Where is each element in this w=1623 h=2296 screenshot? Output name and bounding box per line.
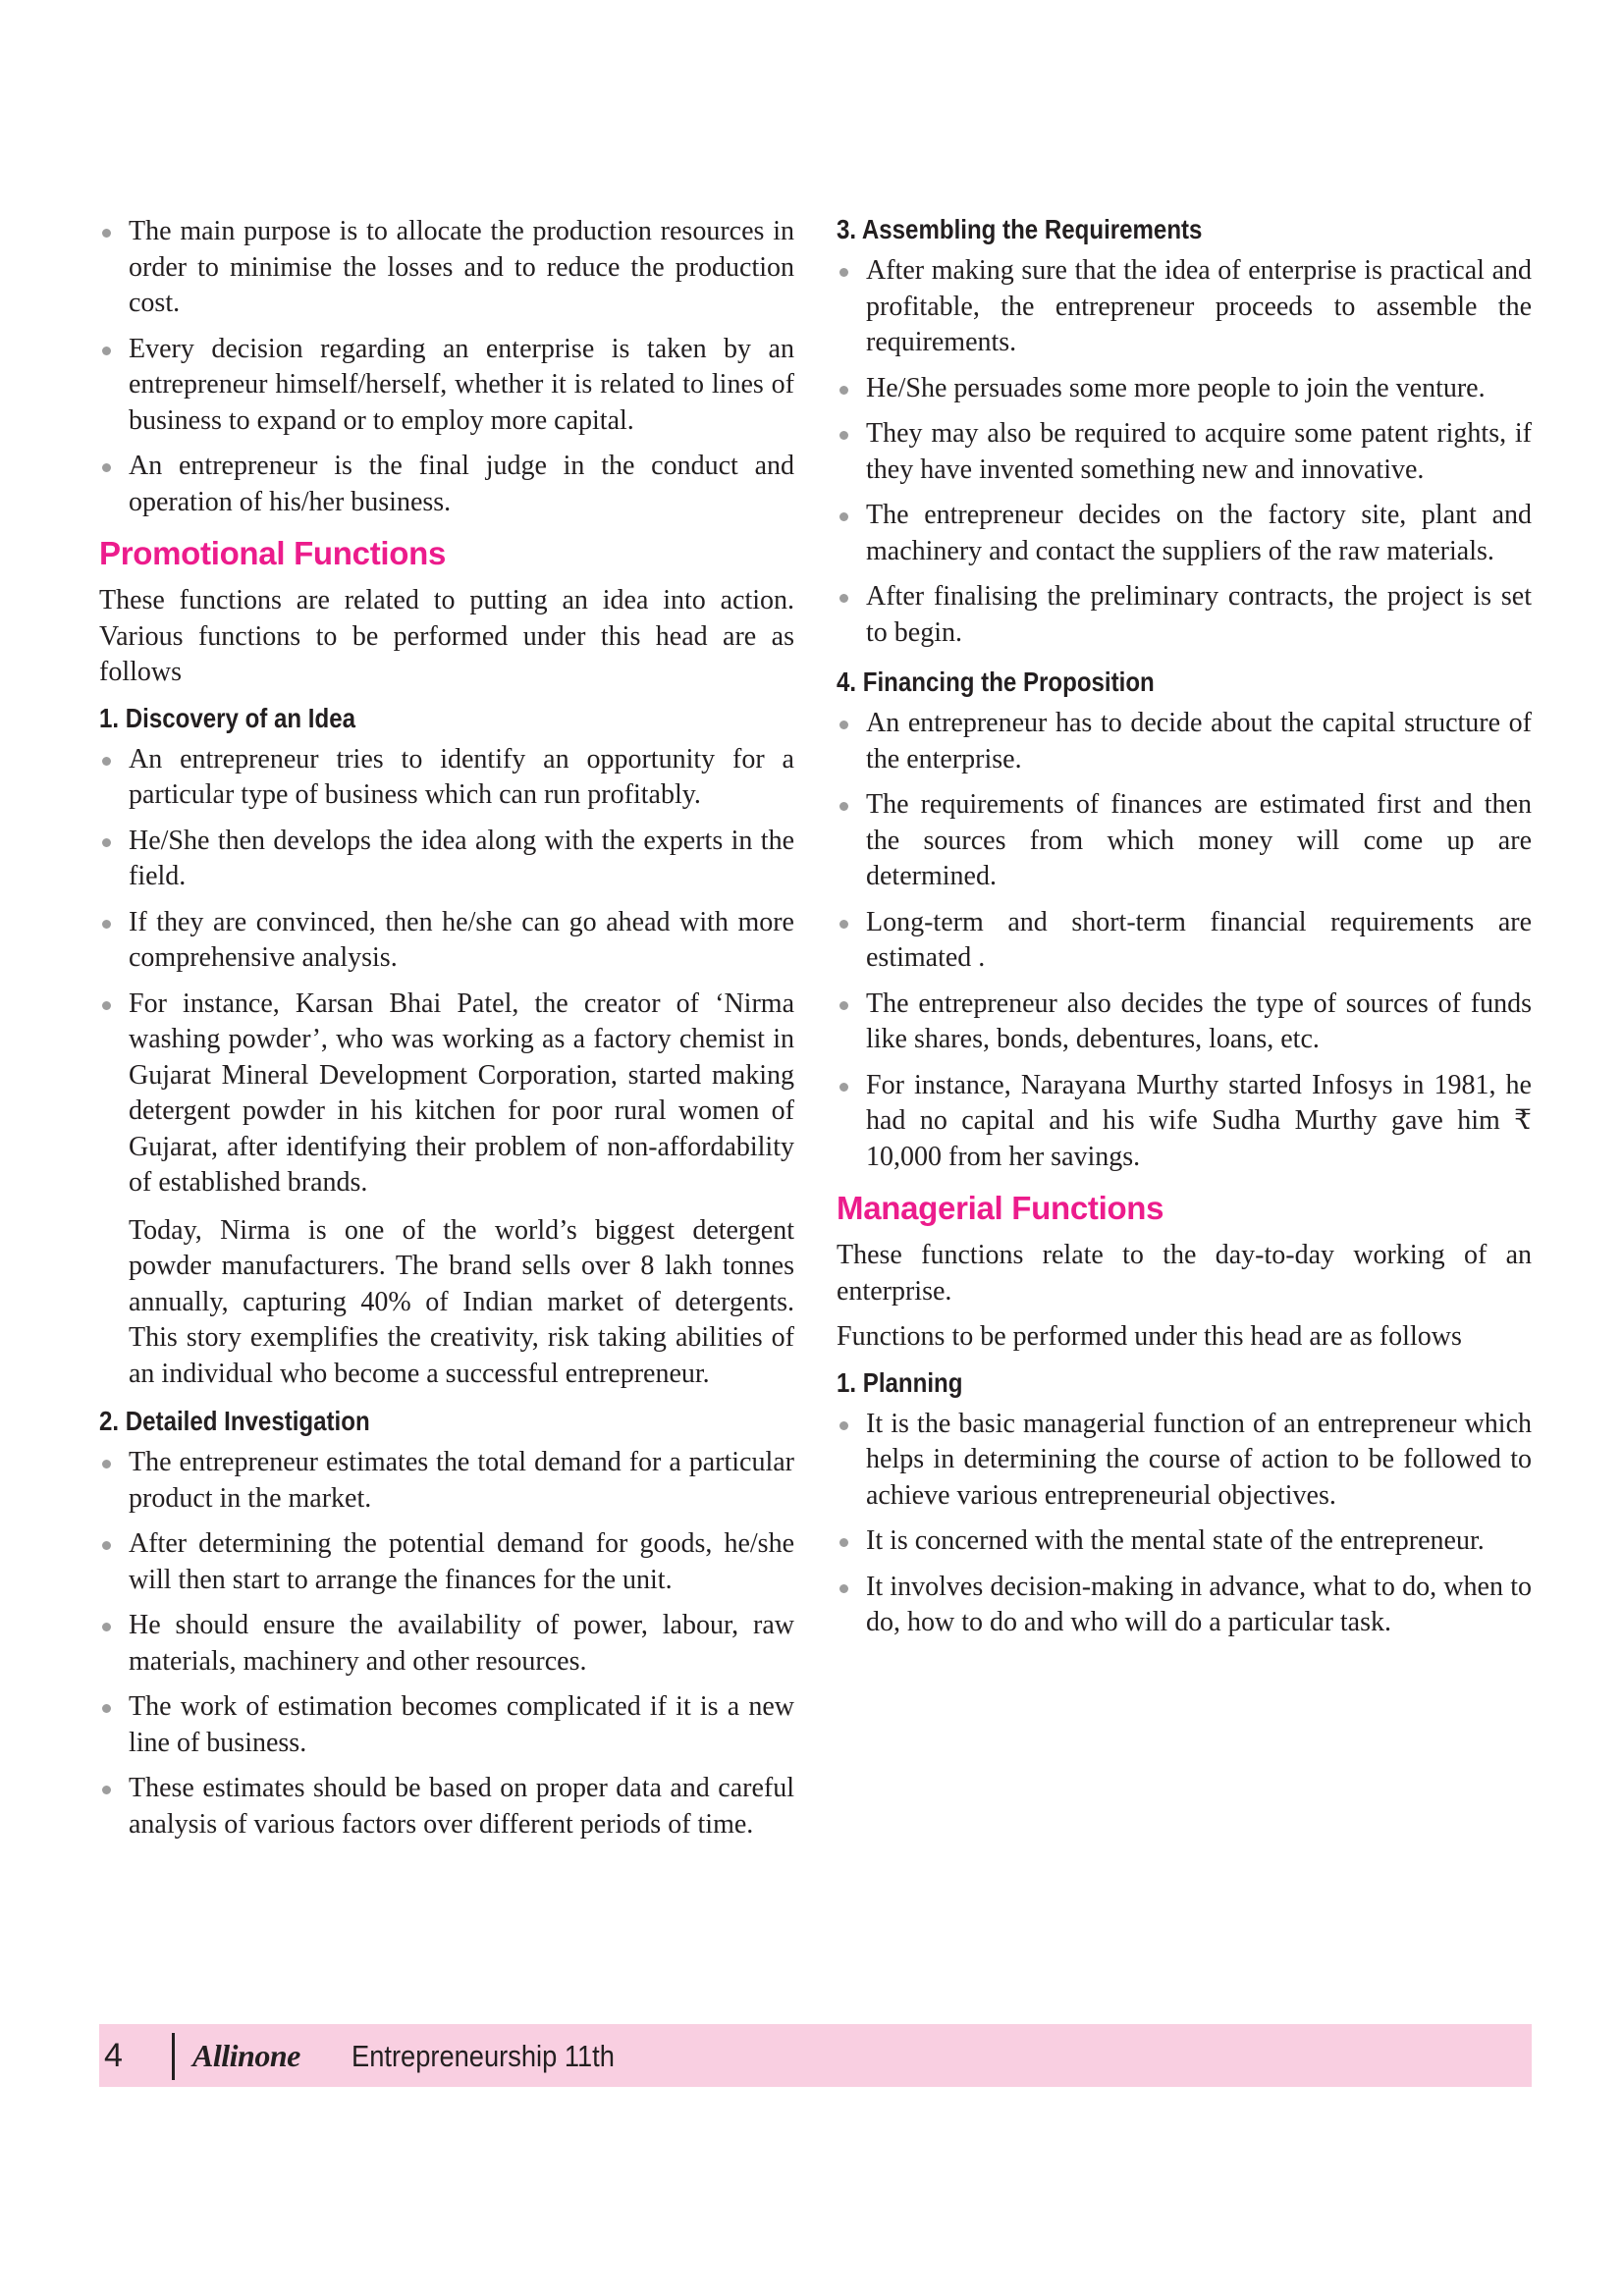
- list-item: For instance, Narayana Murthy started Infosys in 1981, he had no capital and his wife Sudha Murthy gave him ₹ 10,000 from her savings.: [837, 1068, 1532, 1176]
- list-item: An entrepreneur is the final judge in the conduct and operation of his/her business.: [99, 449, 794, 520]
- assembling-requirements-heading: 3. Assembling the Requirements: [837, 214, 1203, 244]
- list-item: The entrepreneur decides on the factory site, plant and machinery and contact the suppliers of the raw materials.: [837, 498, 1532, 569]
- footer-divider: [172, 2033, 175, 2080]
- list-item: It is the basic managerial function of an entrepreneur which helps in determining the course of action to be followed to achieve various entrepreneurial objectives.: [837, 1407, 1532, 1515]
- list-item: It involves decision-making in advance, what to do, when to do, how to do and who will do a particular task.: [837, 1570, 1532, 1641]
- managerial-intro-text-2: Functions to be performed under this head are as follows: [837, 1321, 1462, 1352]
- list-item: The entrepreneur also decides the type of sources of funds like shares, bonds, debentures, loans, etc.: [837, 987, 1532, 1058]
- promotional-functions-heading: Promotional Functions: [99, 535, 447, 571]
- list-item: The main purpose is to allocate the production resources in order to minimise the losses and to reduce the production cost.: [99, 214, 794, 322]
- investigation-bullet-list: [99, 1445, 794, 1842]
- list-item: These estimates should be based on proper data and careful analysis of various factors over different periods of time.: [99, 1771, 794, 1842]
- list-item: After finalising the preliminary contracts, the project is set to begin.: [837, 579, 1532, 651]
- list-item: After determining the potential demand for goods, he/she will then start to arrange the finances for the unit.: [99, 1526, 794, 1598]
- discovery-bullet-list: [99, 742, 794, 1201]
- promotional-intro-text: These functions are related to putting an idea into action. Various functions to be performed under this head are as follows: [99, 585, 794, 687]
- list-item: An entrepreneur tries to identify an opportunity for a particular type of business which can run profitably.: [99, 742, 794, 814]
- list-item: He/She persuades some more people to join the venture.: [837, 371, 1532, 407]
- list-item: The work of estimation becomes complicated if it is a new line of business.: [99, 1689, 794, 1761]
- planning-bullet-list: [837, 1407, 1532, 1641]
- managerial-functions-heading: Managerial Functions: [837, 1190, 1164, 1226]
- list-item: An entrepreneur has to decide about the capital structure of the enterprise.: [837, 706, 1532, 777]
- planning-heading: 1. Planning: [837, 1366, 963, 1398]
- managerial-intro-text: These functions relate to the day-to-day working of an enterprise.: [837, 1240, 1532, 1307]
- financing-bullet-list: [837, 706, 1532, 1175]
- list-item: The requirements of finances are estimated first and then the sources from which money will come up are determined.: [837, 787, 1532, 895]
- list-item: The entrepreneur estimates the total demand for a particular product in the market.: [99, 1445, 794, 1517]
- left-column: [99, 214, 794, 1856]
- list-item: It is concerned with the mental state of the entrepreneur.: [837, 1523, 1532, 1560]
- discovery-of-idea-heading: 1. Discovery of an Idea: [99, 702, 355, 733]
- list-item: For instance, Karsan Bhai Patel, the creator of ‘Nirma washing powder’, who was working as a factory chemist in Gujarat Mineral Development Corporation, started making detergent powder in his kitchen for poor rural women of Gujarat, after identifying their problem of non-affordability of established brands.: [99, 987, 794, 1201]
- right-column: [837, 212, 1532, 1655]
- list-item: After making sure that the idea of enterprise is practical and profitable, the entrepreneur proceeds to assemble the requirements.: [837, 253, 1532, 361]
- list-item: He/She then develops the idea along with the experts in the field.: [99, 824, 794, 895]
- book-title: Entrepreneurship 11th: [352, 2039, 615, 2073]
- list-item: Long-term and short-term financial requirements are estimated .: [837, 905, 1532, 977]
- financing-proposition-heading: 4. Financing the Proposition: [837, 667, 1155, 697]
- page-number: 4: [104, 2037, 123, 2074]
- list-item: If they are convinced, then he/she can go ahead with more comprehensive analysis.: [99, 905, 794, 977]
- list-item: They may also be required to acquire some patent rights, if they have invented something new and innovative.: [837, 416, 1532, 488]
- list-item: He should ensure the availability of power, labour, raw materials, machinery and other resources.: [99, 1608, 794, 1680]
- nirma-story-continuation: Today, Nirma is one of the world’s biggest detergent powder manufacturers. The brand sells over 8 lakh tonnes annually, capturing 40% of Indian market of detergents. This story exemplifies the creativity, risk taking abilities of an individual who become a successful entrepreneur.: [129, 1214, 794, 1389]
- detailed-investigation-heading: 2. Detailed Investigation: [99, 1406, 370, 1436]
- footer-bar: [99, 2024, 1532, 2087]
- assembling-bullet-list: [837, 253, 1532, 651]
- list-item: Every decision regarding an enterprise is taken by an entrepreneur himself/herself, whether it is related to lines of business to expand or to employ more capital.: [99, 332, 794, 440]
- intro-bullet-list: [99, 214, 794, 520]
- brand-logo: Allinone: [192, 2038, 300, 2073]
